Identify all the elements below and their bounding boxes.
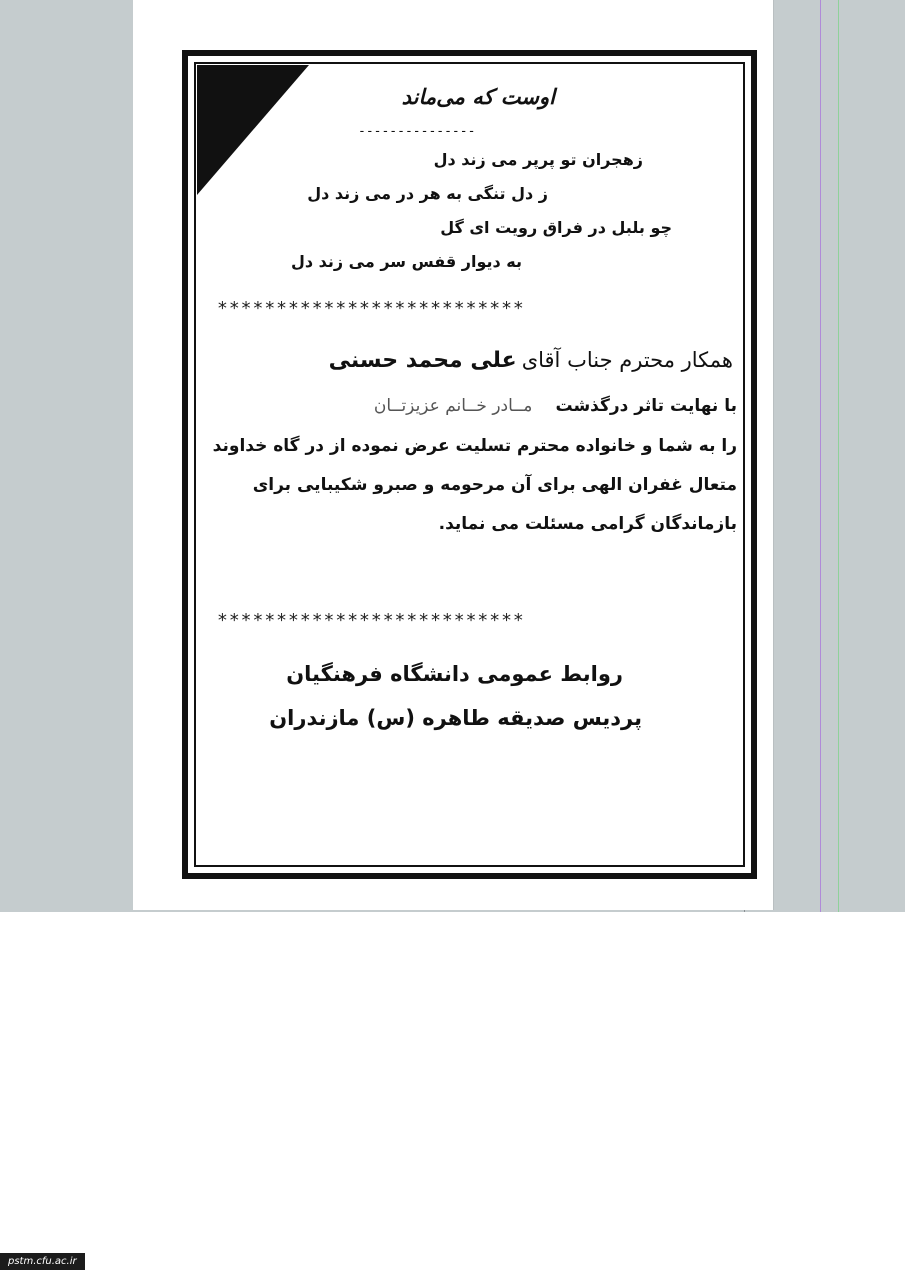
deceased-relation: مــادر خــانم عزیزتــان bbox=[373, 396, 533, 416]
body-line-3: بازماندگان گرامی مسئلت می نماید. bbox=[438, 514, 737, 534]
signature-line-1: روابط عمومی دانشگاه فرهنگیان bbox=[286, 662, 623, 686]
address-prefix: همکار محترم جناب آقای bbox=[521, 348, 733, 372]
poem-line-4: به دیوار قفس سر می زند دل bbox=[290, 252, 522, 271]
address-line bbox=[329, 348, 733, 373]
margin-line-purple bbox=[820, 0, 821, 912]
poem-line-3: چو بلبل در فراق رویت ای گل bbox=[440, 218, 672, 237]
grief-line bbox=[374, 396, 737, 416]
mourning-ribbon-icon bbox=[197, 65, 309, 195]
poem-line-2: ز دل تنگی به هر در می زند دل bbox=[307, 184, 548, 203]
star-divider-bottom: ************************** bbox=[217, 610, 525, 631]
signature-line-2: پردیس صدیقه طاهره (س) مازندران bbox=[269, 706, 642, 730]
heading-underline: --------------- bbox=[358, 124, 476, 139]
notice-heading: اوست که می‌ماند bbox=[401, 85, 555, 109]
star-divider-top: ************************** bbox=[217, 298, 525, 319]
grief-text: با نهایت تاثر درگذشت bbox=[555, 396, 737, 416]
body-line-2: متعال غفران الهی برای آن مرحومه و صبرو شکیبایی برای bbox=[252, 475, 737, 495]
margin-line-green bbox=[838, 0, 839, 912]
site-badge: pstm.cfu.ac.ir bbox=[0, 1253, 85, 1270]
poem-line-1: زهجران تو پرپر می زند دل bbox=[433, 150, 643, 169]
body-line-1: را به شما و خانواده محترم تسلیت عرض نموده از در گاه خداوند bbox=[212, 436, 737, 456]
recipient-name: علی محمد حسنی bbox=[328, 348, 517, 373]
